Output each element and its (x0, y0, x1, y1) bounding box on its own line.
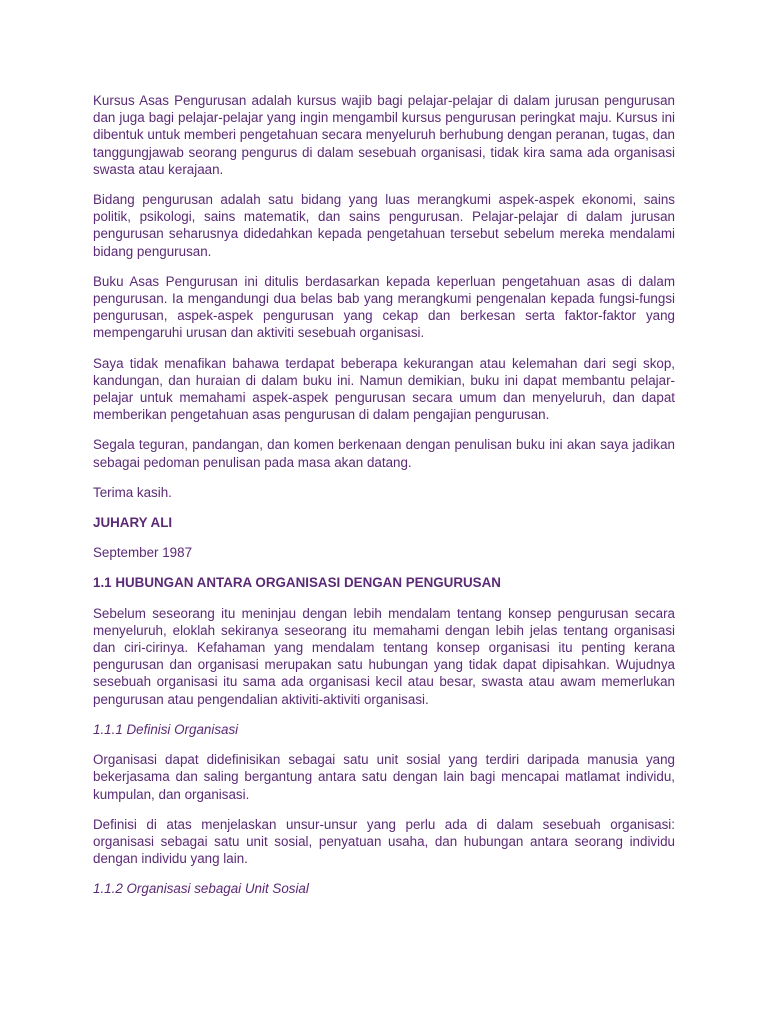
preface-date: September 1987 (93, 545, 193, 561)
subsection-heading-1-1-2: 1.1.2 Organisasi sebagai Unit Sosial (93, 881, 309, 897)
author-name: JUHARY ALI (93, 515, 173, 531)
preface-paragraph-3: Buku Asas Pengurusan ini ditulis berdasarkan kepada keperluan pengetahuan asas di dalam pengurusan. Ia mengandungi dua belas bab yang merangkumi pengenalan kepada fungsi-fungsi pengurusan, aspek-aspek pengurusan yang cekap dan berkesan serta faktor-faktor yang mempengaruhi urusan dan aktiviti sesebuah organisasi. (93, 273, 675, 341)
definition-explanation-paragraph: Definisi di atas menjelaskan unsur-unsur yang perlu ada di dalam sesebuah organisasi: organisasi sebagai satu unit sosial, penyatuan usaha, dan hubungan antara seorang individu dengan individu yang lain. (93, 816, 675, 867)
preface-paragraph-1: Kursus Asas Pengurusan adalah kursus wajib bagi pelajar-pelajar di dalam jurusan pengurusan dan juga bagi pelajar-pelajar yang ingin mengambil kursus pengurusan peringkat maju. Kursus ini dibentuk untuk memberi pengetahuan secara menyeluruh berhubung dengan peranan, tugas, dan tanggungjawab seorang pengurus di dalam sesebuah organisasi, tidak kira sama ada organisasi swasta atau kerajaan. (93, 93, 675, 177)
preface-paragraph-4: Saya tidak menafikan bahawa terdapat beberapa kekurangan atau kelemahan dari segi skop, kandungan, dan huraian di dalam buku ini. Namun demikian, buku ini dapat membantu pelajar-pelajar untuk memahami aspek-aspek pengurusan secara umum dan menyeluruh, dan dapat memberikan pengetahuan asas pengurusan di dalam pengajian pengurusan. (93, 355, 675, 423)
preface-paragraph-2: Bidang pengurusan adalah satu bidang yang luas merangkumi aspek-aspek ekonomi, sains politik, psikologi, sains matematik, dan sains pengurusan. Pelajar-pelajar di dalam jurusan pengurusan seharusnya didedahkan kepada pengetahuan tersebut sebelum mereka mendalami bidang pengurusan. (93, 192, 675, 259)
preface-paragraph-5: Segala teguran, pandangan, dan komen berkenaan dengan penulisan buku ini akan saya jadikan sebagai pedoman penulisan pada masa akan datang. (93, 437, 675, 470)
subsection-heading-1-1-1: 1.1.1 Definisi Organisasi (93, 721, 239, 737)
section-1-1-paragraph: Sebelum seseorang itu meninjau dengan lebih mendalam tentang konsep pengurusan secara menyeluruh, eloklah sekiranya seseorang itu memahami dengan lebih jelas tentang organisasi dan ciri-cirinya. Kefahaman yang mendalam tentang konsep organisasi itu penting kerana pengurusan dan organisasi merupakan satu hubungan yang tidak dapat dipisahkan. Wujudnya sesebuah organisasi itu sama ada organisasi kecil atau besar, swasta atau awam memerlukan pengurusan atau pengendalian aktiviti-aktiviti organisasi. (93, 605, 675, 707)
closing-thanks: Terima kasih. (93, 484, 172, 500)
section-heading-1-1: 1.1 HUBUNGAN ANTARA ORGANISASI DENGAN PENGURUSAN (93, 575, 501, 591)
definition-paragraph: Organisasi dapat didefinisikan sebagai satu unit sosial yang terdiri daripada manusia yang bekerjasama dan saling bergantung antara satu dengan lain bagi mencapai matlamat individu, kumpulan, dan organisasi. (93, 752, 675, 802)
document-page (93, 92, 675, 911)
